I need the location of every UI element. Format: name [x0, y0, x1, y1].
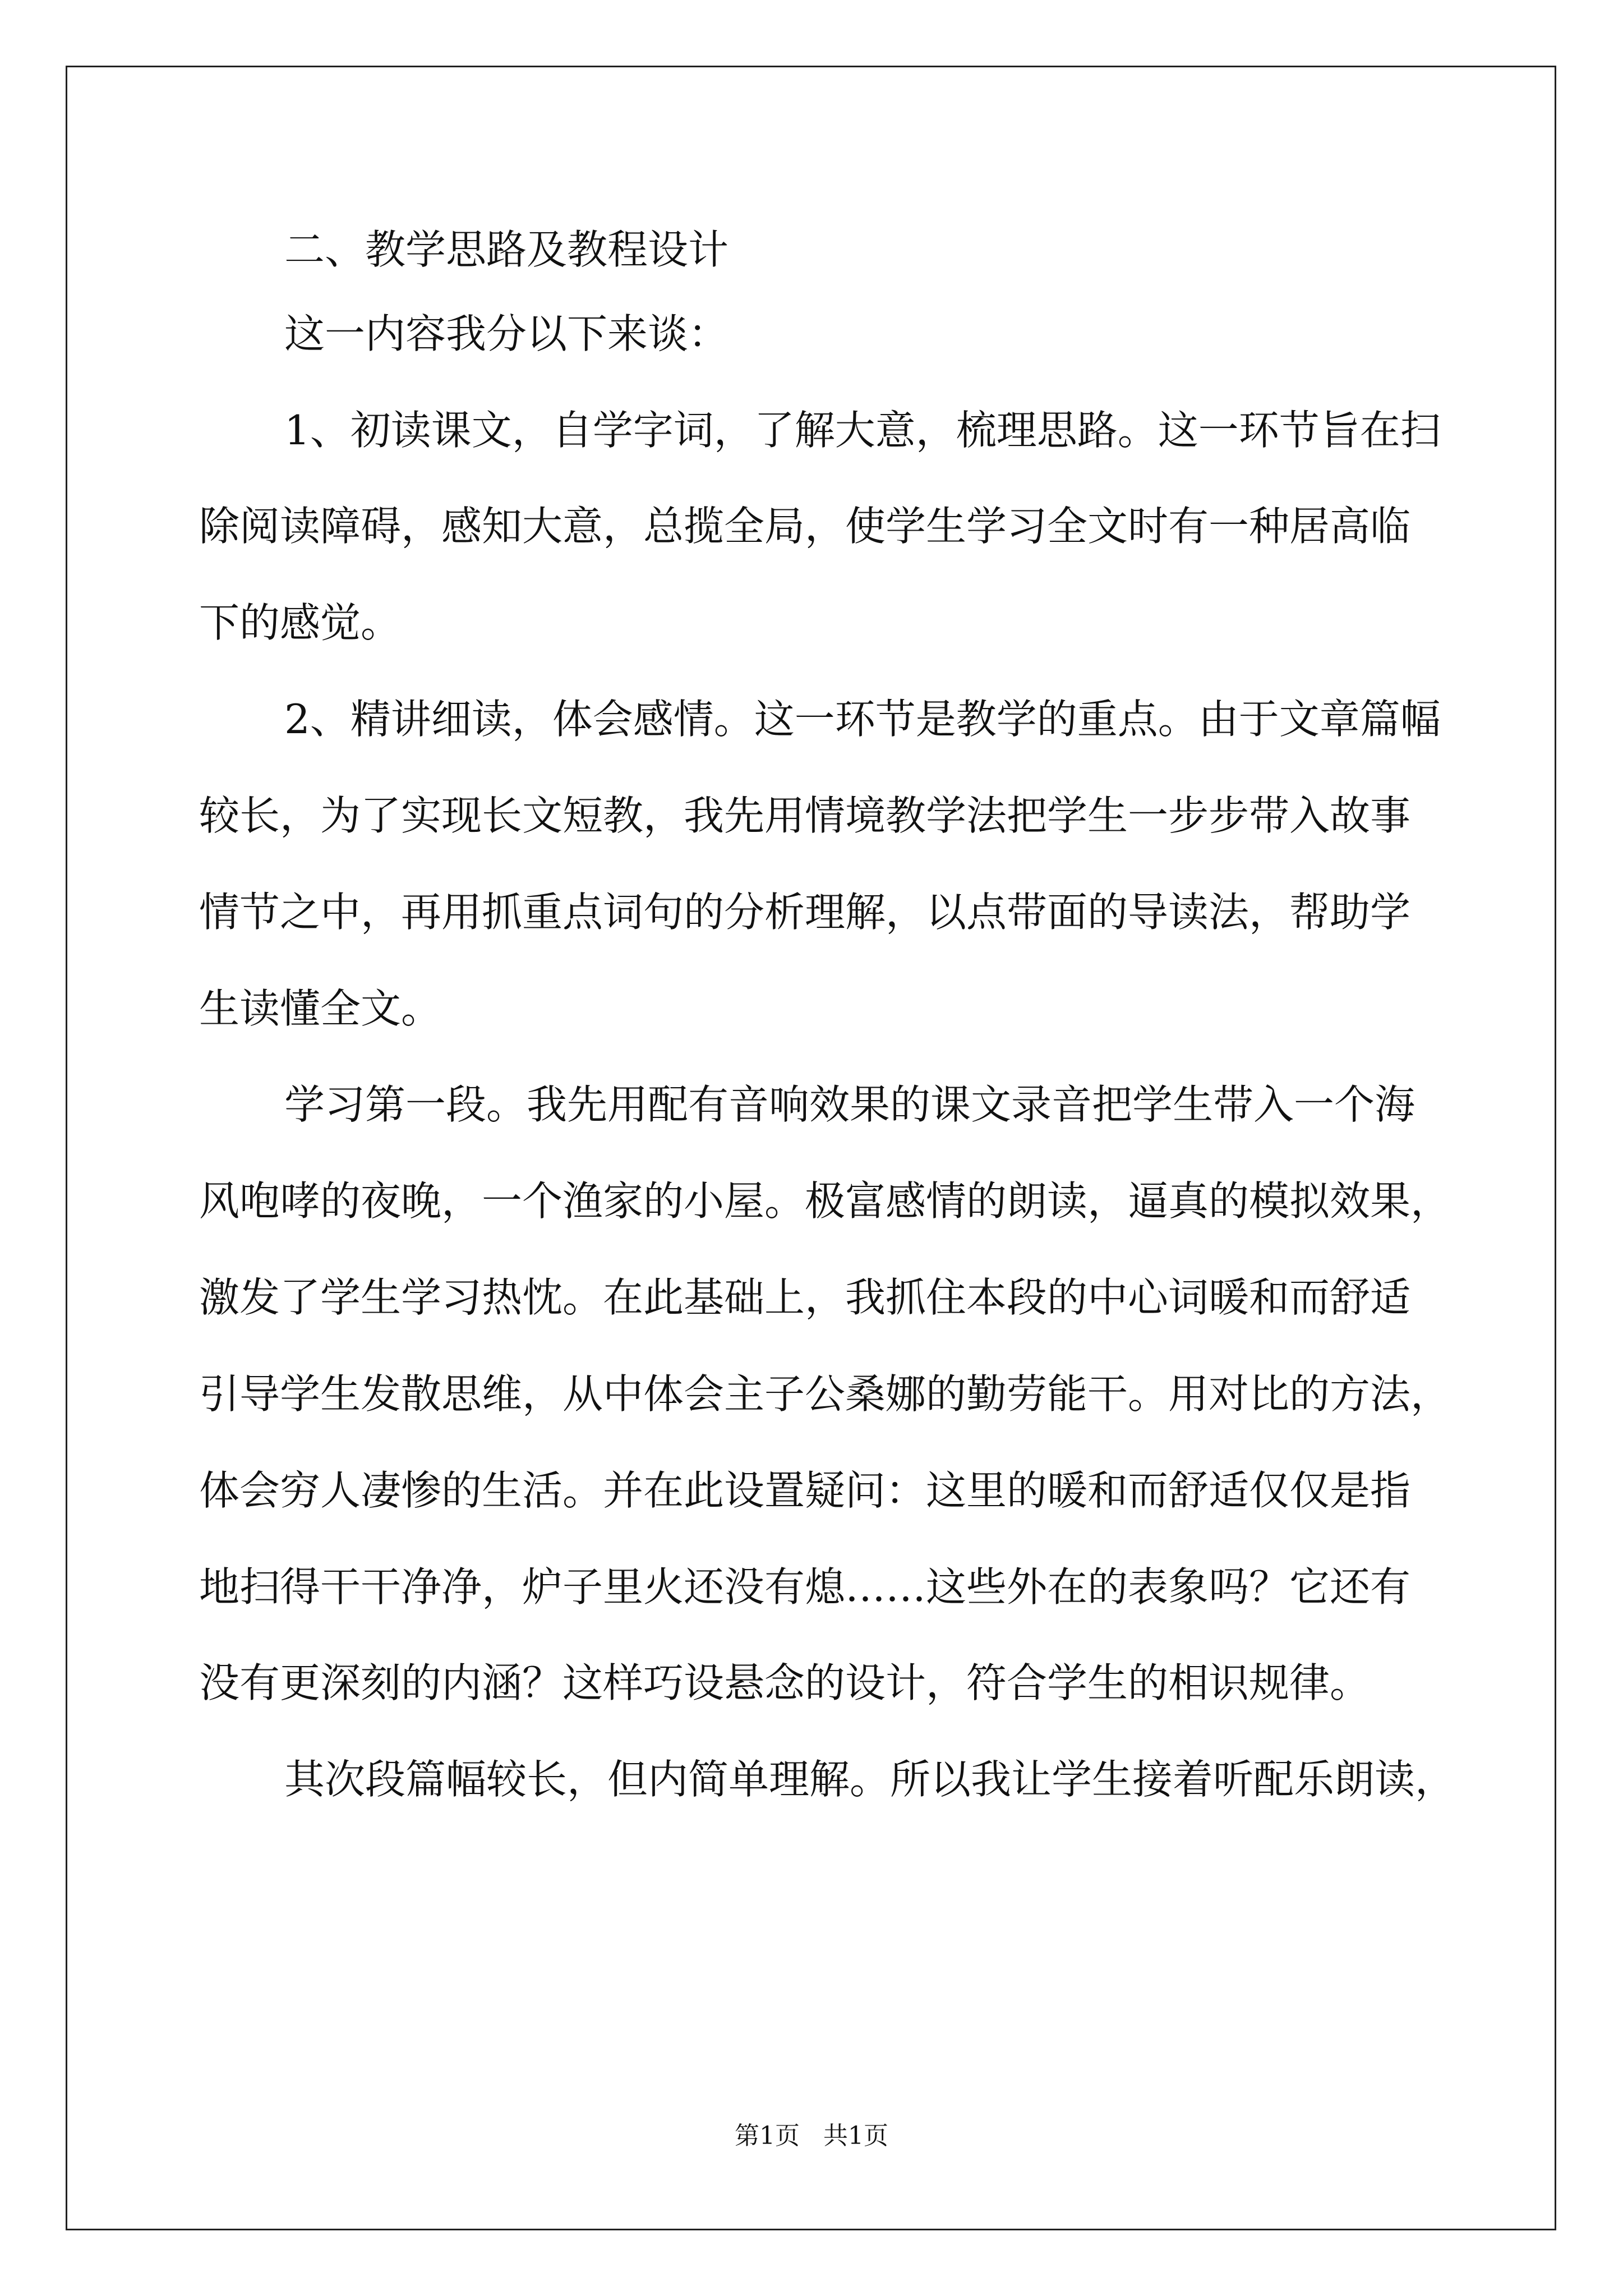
- page-border: [66, 66, 1556, 2230]
- paragraph-line: 下的感觉。: [199, 599, 402, 646]
- paragraph-line: 2、精讲细读，体会感情。这一环节是教学的重点。由于文章篇幅: [284, 696, 1441, 743]
- paragraph-line: 体会穷人凄惨的生活。并在此设置疑问：这里的暖和而舒适仅仅是指: [199, 1467, 1411, 1514]
- paragraph-line: 风咆哮的夜晚，一个渔家的小屋。极富感情的朗读，逼真的模拟效果，: [199, 1177, 1451, 1225]
- paragraph-line: 较长，为了实现长文短教，我先用情境教学法把学生一步步带入故事: [199, 792, 1411, 839]
- paragraph-line: 其次段篇幅较长，但内简单理解。所以我让学生接着听配乐朗读，: [284, 1756, 1456, 1803]
- paragraph-line: 引导学生发散思维，从中体会主子公桑娜的勤劳能干。用对比的方法，: [199, 1370, 1451, 1418]
- paragraph-line: 1、初读课文，自学字词，了解大意，梳理思路。这一环节旨在扫: [284, 407, 1441, 454]
- paragraph-line: 没有更深刻的内涵？这样巧设悬念的设计，符合学生的相识规律。: [199, 1659, 1371, 1706]
- paragraph-line: 这一内容我分以下来谈：: [284, 310, 729, 357]
- page-footer: 第1页 共1页: [735, 2122, 888, 2150]
- paragraph-line: 除阅读障碍，感知大意，总揽全局，使学生学习全文时有一种居高临: [199, 503, 1411, 550]
- paragraph-line: 情节之中，再用抓重点词句的分析理解，以点带面的导读法，帮助学: [199, 889, 1411, 936]
- paragraph-line: 生读懂全文。: [199, 985, 442, 1032]
- paragraph-line: 地扫得干干净净，炉子里火还没有熄……这些外在的表象吗？它还有: [199, 1563, 1411, 1611]
- paragraph-line: 激发了学生学习热忱。在此基础上，我抓住本段的中心词暖和而舒适: [199, 1274, 1411, 1321]
- paragraph-line: 二、教学思路及教程设计: [284, 226, 729, 273]
- paragraph-line: 学习第一段。我先用配有音响效果的课文录音把学生带入一个海: [284, 1081, 1415, 1128]
